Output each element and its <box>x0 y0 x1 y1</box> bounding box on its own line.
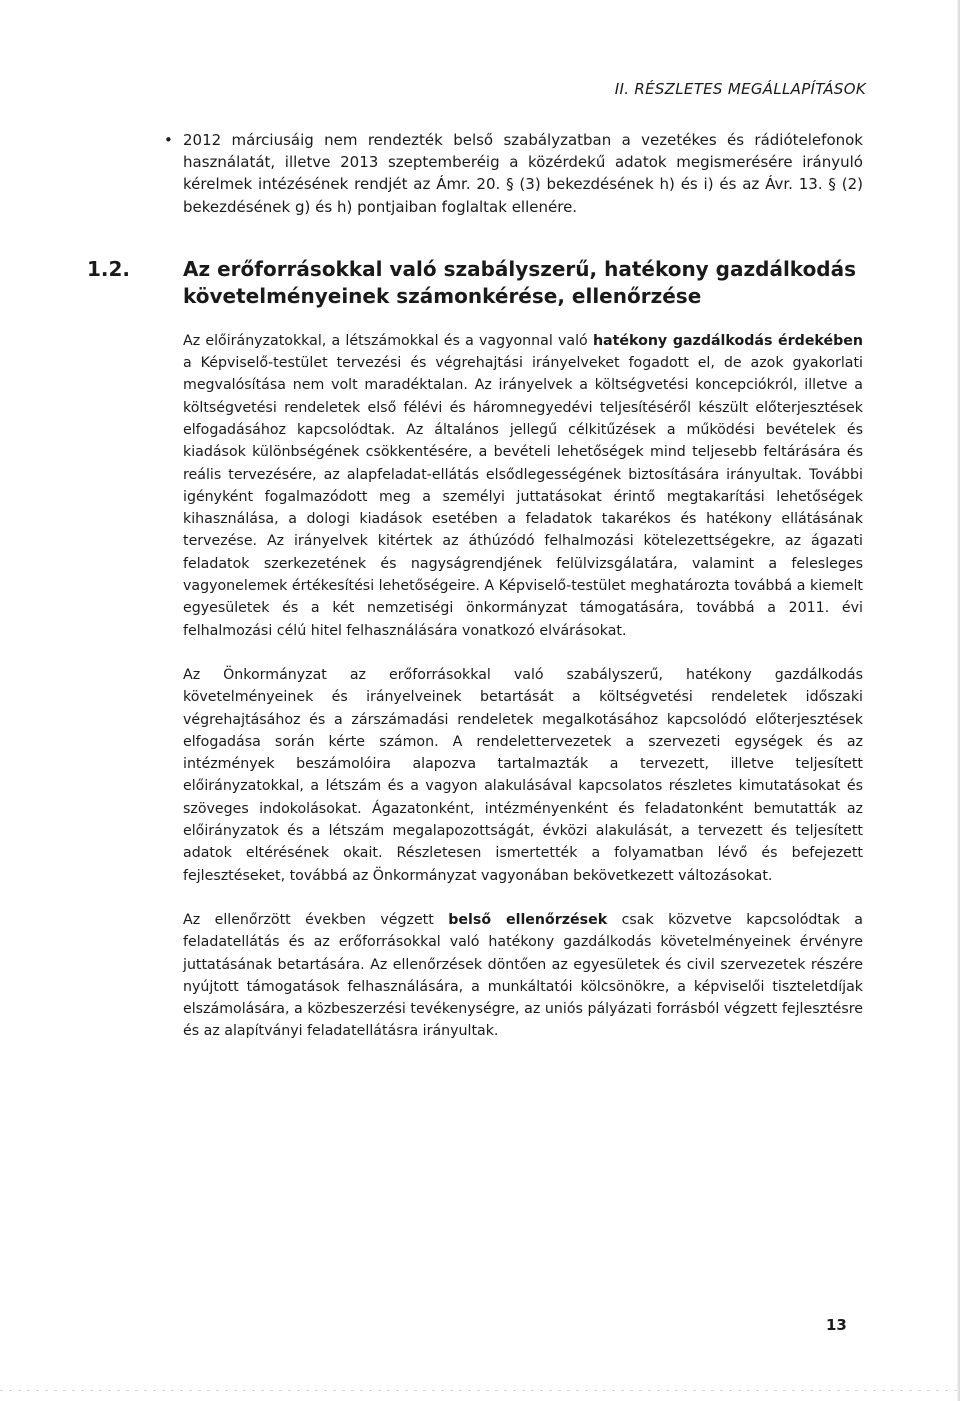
paragraph-3-emphasis: belső ellenőrzések <box>448 911 608 928</box>
paragraph-1-emphasis: hatékony gazdálkodás érdekében <box>592 332 863 349</box>
document-body <box>87 129 864 1043</box>
paragraph-3-text-b: csak közvetve kapcsolódtak a feladatellátás és az erőforrásokkal való hatékony gazdálkodás követelményeinek érvényre juttatásának betartására. Az ellenőrzések döntően az egyesületek és civil szervezetek részére nyújtott támogatások felhasználására, a munkáltatói kölcsönökre, a képviselői tiszteletdíjak elszámolására, a közbeszerzési tevékenységre, az uniós pályázati forrásból végzett fejlesztésre és az alapítványi feladatellátásra irányultak. <box>183 911 864 1040</box>
paragraph-1 <box>183 330 863 642</box>
list-item <box>164 129 863 218</box>
paragraph-1-text-a: Az előirányzatokkal, a létszámokkal és a vagyonnal való <box>183 332 593 349</box>
paragraph-3 <box>183 909 863 1043</box>
paragraph-1-text-b: a Képviselő-testület tervezési és végrehajtási irányelveket fogadott el, de azok gyakorlati megvalósítása nem volt maradéktalan. Az irányelvek a költségvetési koncepciókról, illetve a költségvetési rendeletek első félévi és háromnegyedévi teljesítéséről készült előterjesztések elfogadásához kapcsolódtak. Az általános jellegű célkitűzések a működési bevételek és kiadások különbségének csökkentésére, a bevételi lehetőségek mind teljesebb feltárására és reális tervezésére, az alapfeladat-ellátás elsődlegességének biztosítására irányultak. További igényként fogalmazódott meg a személyi juttatásokat érintő megtakarítási lehetőségek kihasználása, a dologi kiadások esetében a feladatok takarékos és hatékony ellátásának tervezése. Az irányelvek kitértek az áthúzódó felhalmozási kötelezettségekre, az ágazati feladatok szerkezetének és nagyságrendjének felülvizsgálatára, valamint a felesleges vagyonelemek értékesítési lehetőségeire. A Képviselő-testület meghatározta továbbá a kiemelt egyesületek és a két nemzetiségi önkormányzat támogatására, továbbá a 2011. évi felhalmozási célú hitel felhasználására vonatkozó elvárásokat. <box>183 355 863 639</box>
bullet-text: 2012 márciusáig nem rendezték belső szabályzatban a vezetékes és rádiótelefonok használatát, illetve 2013 szeptemberéig a közérdekű adatok megismerésére irányuló kérelmek intézésének rendjét az Ámr. 20. § (3) bekezdésének h) és i) és az Ávr. 13. § (2) bekezdésének g) és h) pontjaiban foglaltak ellenére. <box>183 131 863 216</box>
bullet-icon: • <box>164 131 173 149</box>
scan-artifact-rule <box>0 1390 960 1391</box>
paragraph-3-text-a: Az ellenőrzött években végzett <box>183 911 449 928</box>
section-heading <box>87 256 863 310</box>
paragraph-2: Az Önkormányzat az erőforrásokkal való szabályszerű, hatékony gazdálkodás követelményeinek és irányelveinek betartását a költségvetési rendeletek időszaki végrehajtásához és a zárszámadási rendeletek megalkotásához kapcsolódó előterjesztések elfogadása során kérte számon. A rendelettervezetek a szervezeti egységek és az intézmények beszámolóira alapozva tartalmazták a tervezett, illetve teljesített előirányzatokkal, a létszám és a vagyon alakulásával kapcsolatos részletes kimutatásokat és szöveges indokolásokat. Ágazatonként, intézményenként és feladatonként bemutatták az előirányzatok és a létszám megalapozottságát, évközi alakulását, a tervezett és teljesített adatok eltérésének okait. Részletesen ismertették a folyamatban lévő és befejezett fejlesztéseket, továbbá az Önkormányzat vagyonában bekövetkezett változásokat. <box>183 666 863 884</box>
section-number: 1.2. <box>87 256 131 281</box>
page-number: 13 <box>826 1316 847 1334</box>
section-title: Az erőforrásokkal való szabályszerű, hatékony gazdálkodás követelményeinek számonkérése, ellenőrzése <box>183 256 857 308</box>
running-header: II. RÉSZLETES MEGÁLLAPÍTÁSOK <box>614 80 866 98</box>
